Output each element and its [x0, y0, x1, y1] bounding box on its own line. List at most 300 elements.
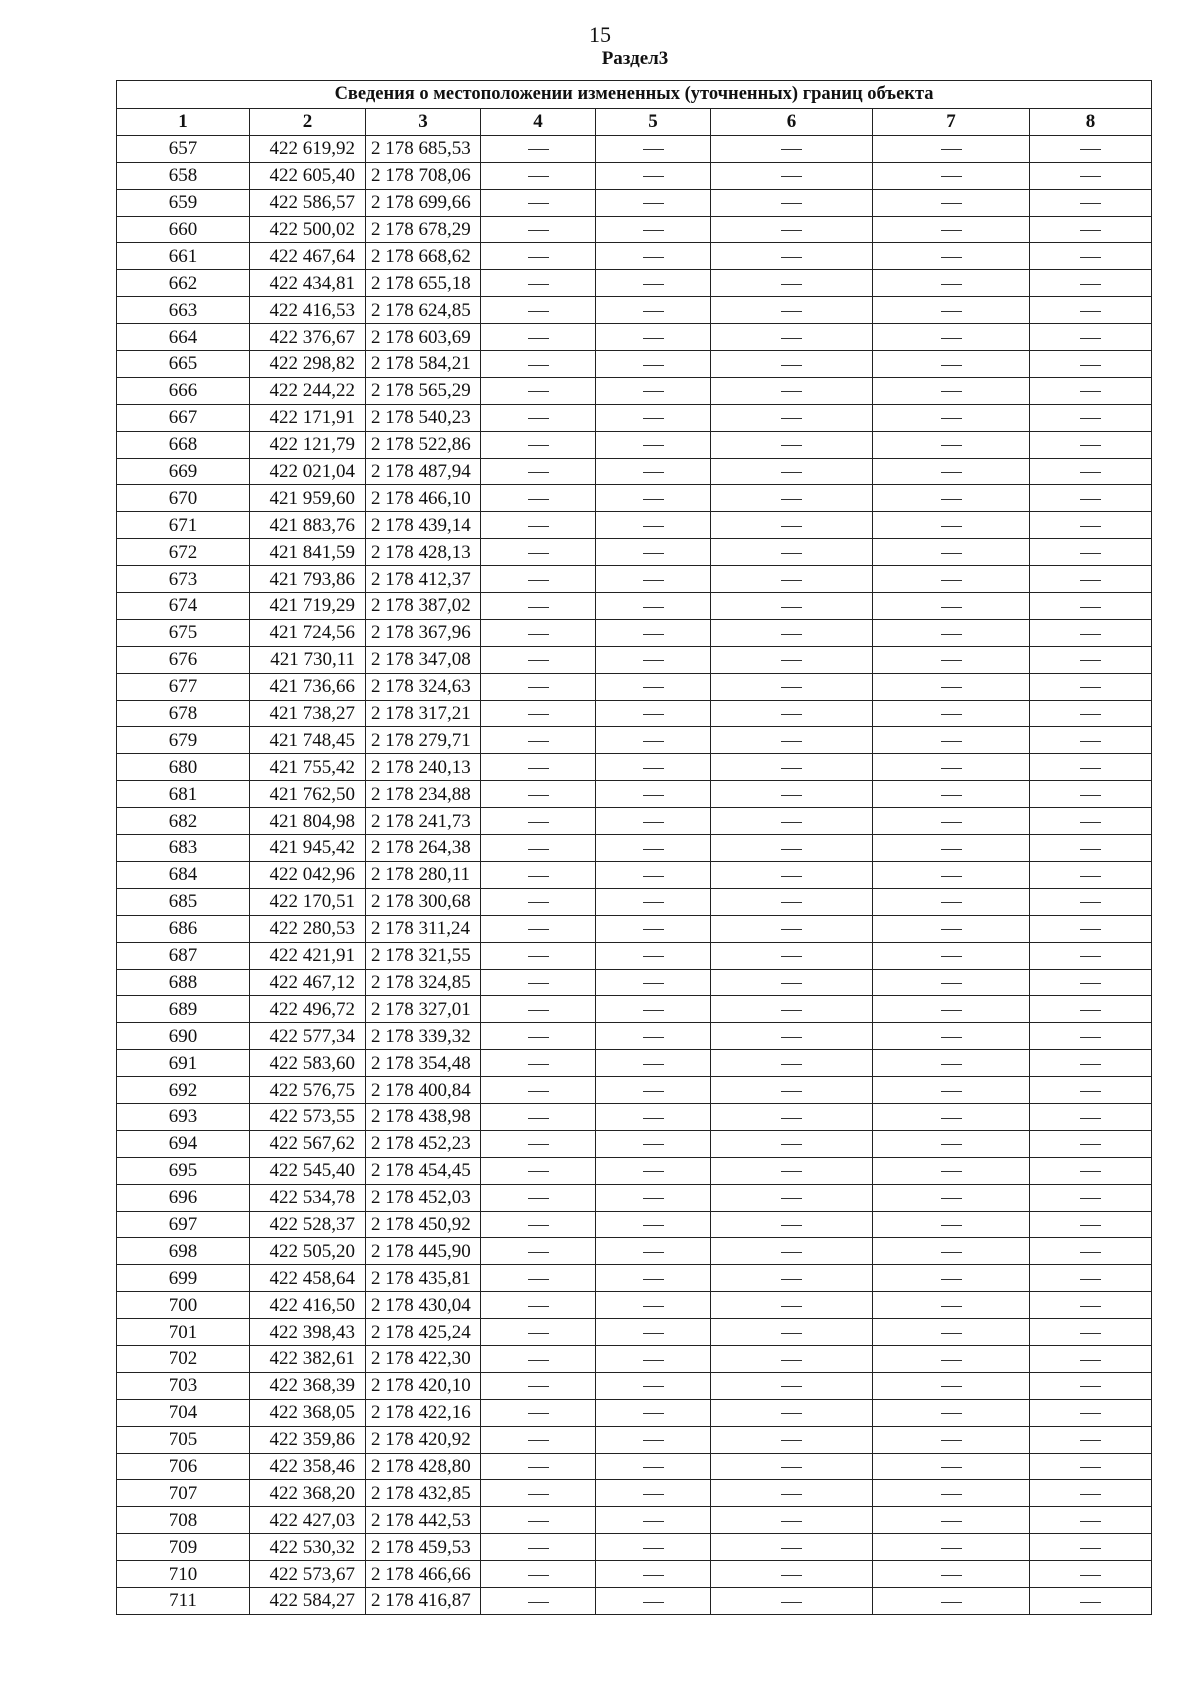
empty-cell [596, 781, 711, 808]
empty-cell [481, 1587, 596, 1614]
dash-mark [781, 1548, 802, 1549]
point-number-cell: 701 [117, 1319, 250, 1346]
dash-mark [781, 1091, 802, 1092]
x-coordinate-cell: 422 505,20 [250, 1238, 366, 1265]
y-coordinate-cell: 2 178 450,92 [366, 1211, 481, 1238]
dash-mark [528, 1144, 549, 1145]
dash-mark [781, 338, 802, 339]
point-number-cell: 677 [117, 673, 250, 700]
table-row [117, 431, 1152, 458]
empty-cell [711, 539, 873, 566]
dash-mark [1080, 553, 1101, 554]
dash-mark [528, 1252, 549, 1253]
empty-cell [873, 996, 1030, 1023]
dash-mark [643, 822, 664, 823]
point-number-cell: 674 [117, 593, 250, 620]
empty-cell [481, 942, 596, 969]
empty-cell [1030, 1372, 1152, 1399]
dash-mark [1080, 983, 1101, 984]
empty-cell [481, 404, 596, 431]
dash-mark [941, 1144, 962, 1145]
table-row [117, 1319, 1152, 1346]
empty-cell [481, 1453, 596, 1480]
table-row [117, 1399, 1152, 1426]
empty-cell [481, 915, 596, 942]
dash-mark [1080, 1306, 1101, 1307]
y-coordinate-cell: 2 178 367,96 [366, 619, 481, 646]
point-number-cell: 679 [117, 727, 250, 754]
table-row [117, 1211, 1152, 1238]
dash-mark [528, 1467, 549, 1468]
dash-mark [781, 1252, 802, 1253]
empty-cell [1030, 835, 1152, 862]
dash-mark [643, 472, 664, 473]
x-coordinate-cell: 421 738,27 [250, 700, 366, 727]
empty-cell [711, 1480, 873, 1507]
empty-cell [596, 458, 711, 485]
dash-mark [643, 607, 664, 608]
dash-mark [941, 768, 962, 769]
dash-mark [1080, 526, 1101, 527]
dash-mark [781, 1333, 802, 1334]
column-header: 4 [481, 109, 596, 136]
dash-mark [528, 929, 549, 930]
y-coordinate-cell: 2 178 234,88 [366, 781, 481, 808]
empty-cell [481, 781, 596, 808]
dash-mark [643, 1171, 664, 1172]
empty-cell [481, 673, 596, 700]
table-row [117, 861, 1152, 888]
empty-cell [481, 888, 596, 915]
y-coordinate-cell: 2 178 300,68 [366, 888, 481, 915]
dash-mark [941, 741, 962, 742]
empty-cell [481, 593, 596, 620]
dash-mark [643, 391, 664, 392]
empty-cell [711, 1319, 873, 1346]
dash-mark [781, 1386, 802, 1387]
table-row [117, 297, 1152, 324]
y-coordinate-cell: 2 178 624,85 [366, 297, 481, 324]
x-coordinate-cell: 422 398,43 [250, 1319, 366, 1346]
dash-mark [643, 1360, 664, 1361]
dash-mark [1080, 1386, 1101, 1387]
empty-cell [711, 808, 873, 835]
x-coordinate-cell: 422 298,82 [250, 351, 366, 378]
dash-mark [528, 1440, 549, 1441]
empty-cell [873, 915, 1030, 942]
dash-mark [1080, 687, 1101, 688]
dash-mark [643, 418, 664, 419]
empty-cell [481, 243, 596, 270]
point-number-cell: 681 [117, 781, 250, 808]
point-number-cell: 684 [117, 861, 250, 888]
empty-cell [596, 1453, 711, 1480]
dash-mark [528, 338, 549, 339]
x-coordinate-cell: 422 121,79 [250, 431, 366, 458]
dash-mark [781, 768, 802, 769]
empty-cell [1030, 646, 1152, 673]
dash-mark [528, 553, 549, 554]
dash-mark [781, 849, 802, 850]
empty-cell [1030, 1480, 1152, 1507]
dash-mark [781, 1306, 802, 1307]
empty-cell [873, 377, 1030, 404]
empty-cell [711, 216, 873, 243]
empty-cell [711, 593, 873, 620]
x-coordinate-cell: 422 577,34 [250, 1023, 366, 1050]
table-row [117, 888, 1152, 915]
table-row [117, 1023, 1152, 1050]
dash-mark [528, 768, 549, 769]
y-coordinate-cell: 2 178 454,45 [366, 1157, 481, 1184]
empty-cell [711, 754, 873, 781]
empty-cell [481, 1561, 596, 1588]
point-number-cell: 675 [117, 619, 250, 646]
table-row [117, 1238, 1152, 1265]
table-row [117, 593, 1152, 620]
dash-mark [1080, 230, 1101, 231]
empty-cell [596, 1534, 711, 1561]
point-number-cell: 711 [117, 1587, 250, 1614]
dash-mark [781, 1225, 802, 1226]
empty-cell [873, 700, 1030, 727]
dash-mark [1080, 876, 1101, 877]
empty-cell [711, 1453, 873, 1480]
point-number-cell: 686 [117, 915, 250, 942]
empty-cell [1030, 270, 1152, 297]
table-body [117, 135, 1152, 1614]
empty-cell [1030, 458, 1152, 485]
empty-cell [596, 1345, 711, 1372]
y-coordinate-cell: 2 178 445,90 [366, 1238, 481, 1265]
point-number-cell: 682 [117, 808, 250, 835]
point-number-cell: 695 [117, 1157, 250, 1184]
dash-mark [528, 1279, 549, 1280]
empty-cell [873, 1157, 1030, 1184]
empty-cell [596, 646, 711, 673]
dash-mark [941, 230, 962, 231]
dash-mark [643, 1494, 664, 1495]
dash-mark [528, 1064, 549, 1065]
x-coordinate-cell: 422 042,96 [250, 861, 366, 888]
dash-mark [781, 230, 802, 231]
dash-mark [781, 902, 802, 903]
empty-cell [1030, 808, 1152, 835]
dash-mark [643, 1010, 664, 1011]
dash-mark [781, 1064, 802, 1065]
point-number-cell: 676 [117, 646, 250, 673]
table-row [117, 404, 1152, 431]
dash-mark [781, 1171, 802, 1172]
empty-cell [873, 619, 1030, 646]
dash-mark [941, 1252, 962, 1253]
point-number-cell: 703 [117, 1372, 250, 1399]
dash-mark [941, 1521, 962, 1522]
empty-cell [1030, 1345, 1152, 1372]
empty-cell [481, 861, 596, 888]
table-row [117, 1103, 1152, 1130]
empty-cell [481, 835, 596, 862]
table-row [117, 673, 1152, 700]
empty-cell [711, 243, 873, 270]
dash-mark [781, 176, 802, 177]
dash-mark [643, 902, 664, 903]
dash-mark [941, 526, 962, 527]
y-coordinate-cell: 2 178 324,85 [366, 969, 481, 996]
table-row [117, 835, 1152, 862]
table-row [117, 1265, 1152, 1292]
y-coordinate-cell: 2 178 678,29 [366, 216, 481, 243]
y-coordinate-cell: 2 178 327,01 [366, 996, 481, 1023]
dash-mark [643, 1306, 664, 1307]
point-number-cell: 707 [117, 1480, 250, 1507]
dash-mark [643, 176, 664, 177]
empty-cell [711, 861, 873, 888]
empty-cell [873, 216, 1030, 243]
empty-cell [711, 1534, 873, 1561]
empty-cell [711, 1265, 873, 1292]
empty-cell [596, 727, 711, 754]
dash-mark [781, 1198, 802, 1199]
dash-mark [941, 1198, 962, 1199]
point-number-cell: 673 [117, 566, 250, 593]
empty-cell [711, 1399, 873, 1426]
empty-cell [873, 835, 1030, 862]
y-coordinate-cell: 2 178 428,80 [366, 1453, 481, 1480]
empty-cell [596, 1426, 711, 1453]
y-coordinate-cell: 2 178 565,29 [366, 377, 481, 404]
dash-mark [643, 1252, 664, 1253]
empty-cell [596, 1238, 711, 1265]
dash-mark [941, 607, 962, 608]
column-header: 6 [711, 109, 873, 136]
dash-mark [781, 795, 802, 796]
empty-cell [481, 1238, 596, 1265]
x-coordinate-cell: 421 719,29 [250, 593, 366, 620]
dash-mark [1080, 311, 1101, 312]
dash-mark [1080, 1037, 1101, 1038]
empty-cell [596, 431, 711, 458]
empty-cell [596, 593, 711, 620]
empty-cell [873, 861, 1030, 888]
x-coordinate-cell: 422 584,27 [250, 1587, 366, 1614]
dash-mark [1080, 1360, 1101, 1361]
table-caption: Сведения о местоположении измененных (уточненных) границ объекта [117, 81, 1152, 109]
dash-mark [1080, 849, 1101, 850]
dash-mark [643, 849, 664, 850]
x-coordinate-cell: 421 755,42 [250, 754, 366, 781]
x-coordinate-cell: 422 573,55 [250, 1103, 366, 1130]
empty-cell [596, 1211, 711, 1238]
dash-mark [781, 822, 802, 823]
empty-cell [711, 727, 873, 754]
dash-mark [643, 1091, 664, 1092]
empty-cell [873, 1399, 1030, 1426]
dash-mark [528, 1360, 549, 1361]
table-row [117, 1345, 1152, 1372]
x-coordinate-cell: 422 576,75 [250, 1077, 366, 1104]
table-row [117, 162, 1152, 189]
x-coordinate-cell: 422 605,40 [250, 162, 366, 189]
y-coordinate-cell: 2 178 279,71 [366, 727, 481, 754]
point-number-cell: 668 [117, 431, 250, 458]
dash-mark [1080, 1279, 1101, 1280]
y-coordinate-cell: 2 178 708,06 [366, 162, 481, 189]
dash-mark [643, 1386, 664, 1387]
y-coordinate-cell: 2 178 264,38 [366, 835, 481, 862]
empty-cell [481, 754, 596, 781]
y-coordinate-cell: 2 178 311,24 [366, 915, 481, 942]
empty-cell [596, 1130, 711, 1157]
point-number-cell: 691 [117, 1050, 250, 1077]
empty-cell [711, 1345, 873, 1372]
empty-cell [873, 351, 1030, 378]
y-coordinate-cell: 2 178 354,48 [366, 1050, 481, 1077]
y-coordinate-cell: 2 178 699,66 [366, 189, 481, 216]
x-coordinate-cell: 422 021,04 [250, 458, 366, 485]
x-coordinate-cell: 421 724,56 [250, 619, 366, 646]
y-coordinate-cell: 2 178 584,21 [366, 351, 481, 378]
x-coordinate-cell: 422 586,57 [250, 189, 366, 216]
dash-mark [941, 1279, 962, 1280]
dash-mark [781, 983, 802, 984]
x-coordinate-cell: 422 170,51 [250, 888, 366, 915]
dash-mark [643, 338, 664, 339]
point-number-cell: 688 [117, 969, 250, 996]
dash-mark [781, 445, 802, 446]
dash-mark [781, 1494, 802, 1495]
dash-mark [643, 956, 664, 957]
dash-mark [941, 257, 962, 258]
dash-mark [643, 1575, 664, 1576]
dash-mark [941, 499, 962, 500]
empty-cell [1030, 1050, 1152, 1077]
table-row [117, 1534, 1152, 1561]
x-coordinate-cell: 422 467,12 [250, 969, 366, 996]
table-row [117, 324, 1152, 351]
dash-mark [1080, 257, 1101, 258]
empty-cell [596, 1023, 711, 1050]
empty-cell [596, 1103, 711, 1130]
y-coordinate-cell: 2 178 422,30 [366, 1345, 481, 1372]
x-coordinate-cell: 421 959,60 [250, 485, 366, 512]
empty-cell [596, 1561, 711, 1588]
empty-cell [711, 512, 873, 539]
empty-cell [481, 1211, 596, 1238]
empty-cell [596, 1319, 711, 1346]
empty-cell [1030, 1292, 1152, 1319]
table-row [117, 1157, 1152, 1184]
point-number-cell: 657 [117, 135, 250, 162]
dash-mark [643, 983, 664, 984]
empty-cell [711, 1103, 873, 1130]
empty-cell [1030, 404, 1152, 431]
dash-mark [941, 634, 962, 635]
dash-mark [528, 956, 549, 957]
empty-cell [1030, 243, 1152, 270]
dash-mark [1080, 1548, 1101, 1549]
empty-cell [1030, 996, 1152, 1023]
dash-mark [528, 1521, 549, 1522]
point-number-cell: 667 [117, 404, 250, 431]
empty-cell [596, 351, 711, 378]
dash-mark [941, 1091, 962, 1092]
dash-mark [1080, 795, 1101, 796]
empty-cell [711, 1292, 873, 1319]
dash-mark [643, 284, 664, 285]
empty-cell [873, 942, 1030, 969]
empty-cell [1030, 1426, 1152, 1453]
table-row [117, 727, 1152, 754]
x-coordinate-cell: 422 421,91 [250, 942, 366, 969]
empty-cell [1030, 1453, 1152, 1480]
dash-mark [781, 1575, 802, 1576]
empty-cell [711, 942, 873, 969]
empty-cell [481, 458, 596, 485]
empty-cell [873, 243, 1030, 270]
dash-mark [1080, 822, 1101, 823]
dash-mark [643, 1118, 664, 1119]
empty-cell [481, 1372, 596, 1399]
point-number-cell: 697 [117, 1211, 250, 1238]
empty-cell [596, 324, 711, 351]
dash-mark [1080, 391, 1101, 392]
dash-mark [643, 1144, 664, 1145]
empty-cell [873, 1345, 1030, 1372]
dash-mark [528, 230, 549, 231]
empty-cell [873, 512, 1030, 539]
dash-mark [1080, 1602, 1101, 1603]
y-coordinate-cell: 2 178 466,10 [366, 485, 481, 512]
empty-cell [481, 1319, 596, 1346]
dash-mark [528, 526, 549, 527]
dash-mark [941, 1064, 962, 1065]
point-number-cell: 663 [117, 297, 250, 324]
dash-mark [1080, 1575, 1101, 1576]
dash-mark [528, 580, 549, 581]
dash-mark [643, 768, 664, 769]
point-number-cell: 670 [117, 485, 250, 512]
dash-mark [643, 1521, 664, 1522]
empty-cell [711, 1157, 873, 1184]
empty-cell [481, 431, 596, 458]
dash-mark [528, 634, 549, 635]
dash-mark [1080, 365, 1101, 366]
empty-cell [1030, 1319, 1152, 1346]
dash-mark [528, 687, 549, 688]
empty-cell [1030, 1534, 1152, 1561]
empty-cell [873, 1130, 1030, 1157]
empty-cell [481, 539, 596, 566]
empty-cell [481, 808, 596, 835]
dash-mark [528, 472, 549, 473]
empty-cell [1030, 485, 1152, 512]
empty-cell [873, 1023, 1030, 1050]
dash-mark [1080, 714, 1101, 715]
dash-mark [941, 553, 962, 554]
dash-mark [781, 1118, 802, 1119]
empty-cell [1030, 1077, 1152, 1104]
empty-cell [873, 808, 1030, 835]
dash-mark [941, 795, 962, 796]
empty-cell [596, 1507, 711, 1534]
point-number-cell: 696 [117, 1184, 250, 1211]
empty-cell [481, 969, 596, 996]
dash-mark [941, 311, 962, 312]
point-number-cell: 671 [117, 512, 250, 539]
y-coordinate-cell: 2 178 432,85 [366, 1480, 481, 1507]
dash-mark [781, 1037, 802, 1038]
